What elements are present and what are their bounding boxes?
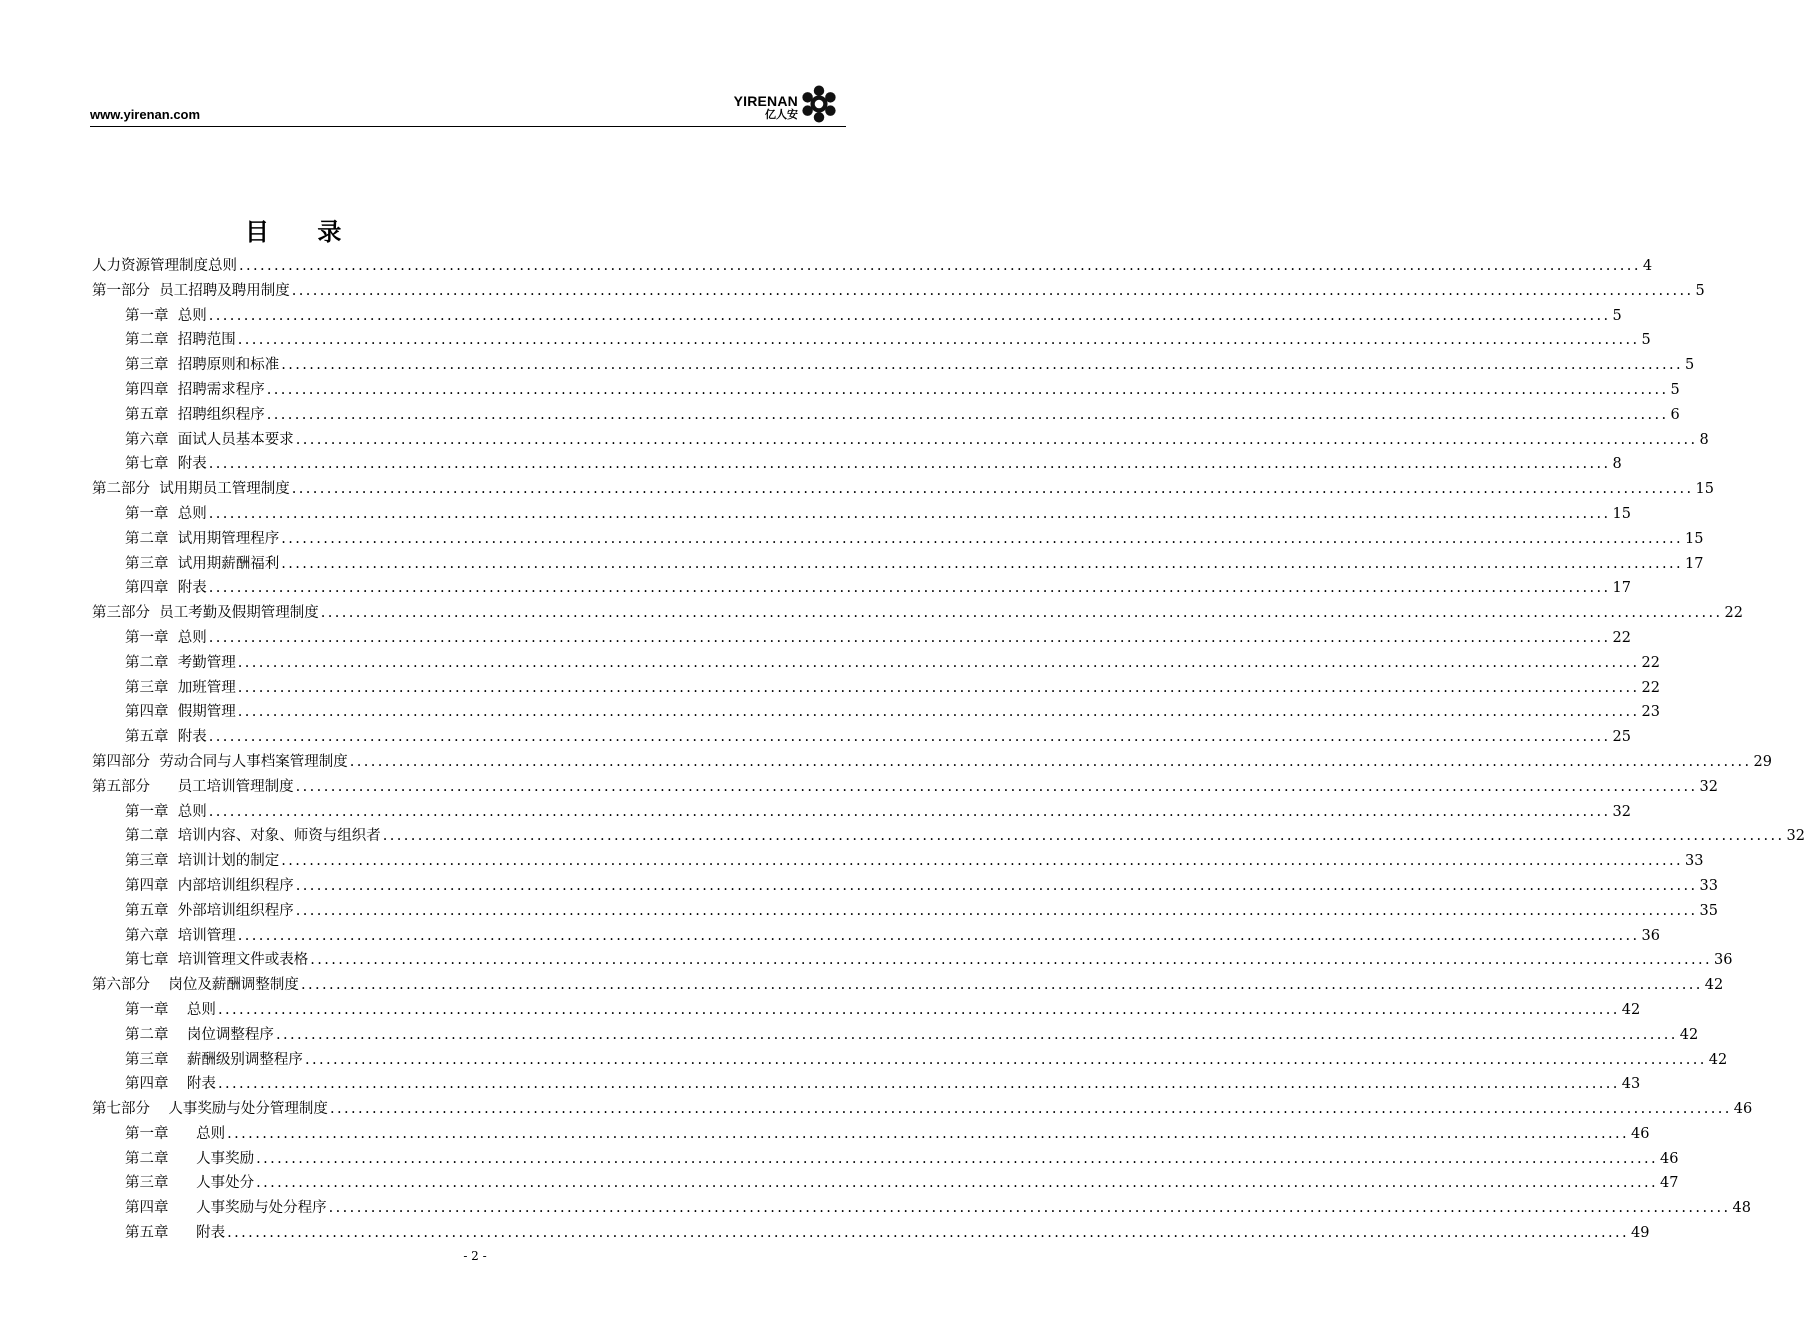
toc-chapter-entry[interactable] xyxy=(92,651,1660,676)
toc-part-entry[interactable] xyxy=(92,279,1705,304)
toc-entry-label: 第一章 总则 xyxy=(125,629,207,646)
toc-entry-page: 22 xyxy=(1641,654,1660,671)
toc-entry-page: 4 xyxy=(1642,258,1653,274)
toc-dot-leader: ........................................................................................................................................................................................................ xyxy=(281,530,1684,547)
brand-name xyxy=(734,94,798,122)
toc-entry-page: 43 xyxy=(1621,1076,1641,1093)
toc-entry-label: 第七部分 人事奖励与处分管理制度 xyxy=(92,1101,328,1118)
toc-entry-label: 第二章 岗位调整程序 xyxy=(125,1026,274,1043)
toc-part-entry[interactable] xyxy=(92,477,1714,502)
toc-part-entry[interactable] xyxy=(92,973,1724,998)
toc-entry-page: 17 xyxy=(1685,555,1704,572)
toc-entry-page: 5 xyxy=(1685,357,1695,374)
toc-entry-label: 第五章 附表 xyxy=(125,1225,226,1242)
site-url[interactable]: www.yirenan.com xyxy=(90,107,201,122)
toc-entry-label: 第五章 附表 xyxy=(125,729,207,746)
toc-entry-page: 5 xyxy=(1670,381,1680,398)
toc-entry-page: 15 xyxy=(1685,530,1704,547)
toc-part-entry[interactable] xyxy=(92,775,1718,800)
toc-chapter-entry[interactable] xyxy=(92,998,1641,1023)
toc-entry-page: 36 xyxy=(1641,927,1660,944)
table-of-contents xyxy=(92,254,1805,1246)
toc-entry-label: 第三章 试用期薪酬福利 xyxy=(125,555,280,572)
toc-chapter-entry[interactable] xyxy=(92,800,1631,825)
toc-chapter-entry[interactable] xyxy=(92,502,1631,527)
toc-dot-leader: ........................................................................................................................................................................................................ xyxy=(300,977,1703,994)
toc-chapter-entry[interactable] xyxy=(92,403,1680,428)
toc-entry-label: 第三章 薪酬级别调整程序 xyxy=(125,1051,303,1068)
toc-dot-leader: ........................................................................................................................................................................................................ xyxy=(295,902,1698,919)
toc-dot-leader: ........................................................................................................................................................................................................ xyxy=(237,704,1640,721)
toc-chapter-entry[interactable] xyxy=(92,1171,1679,1196)
toc-entry-label: 第六章 面试人员基本要求 xyxy=(125,431,294,448)
toc-chapter-entry[interactable] xyxy=(92,1048,1728,1073)
toc-dot-leader: ........................................................................................................................................................................................................ xyxy=(266,406,1669,423)
toc-entry-page: 23 xyxy=(1641,704,1660,721)
toc-chapter-entry[interactable] xyxy=(92,849,1704,874)
toc-dot-leader: ........................................................................................................................................................................................................ xyxy=(304,1051,1707,1068)
toc-dot-leader: ........................................................................................................................................................................................................ xyxy=(328,1200,1731,1217)
toc-dot-leader: ........................................................................................................................................................................................................ xyxy=(208,629,1611,646)
toc-entry-page: 48 xyxy=(1732,1200,1751,1217)
toc-entry-label: 第六章 培训管理 xyxy=(125,927,236,944)
toc-entry-page: 5 xyxy=(1695,282,1705,299)
toc-dot-leader: ........................................................................................................................................................................................................ xyxy=(382,828,1785,845)
toc-chapter-entry[interactable] xyxy=(92,899,1718,924)
toc-entry-label: 第一章 总则 xyxy=(125,505,207,522)
toc-entry-label: 人力资源管理制度总则 xyxy=(92,258,237,274)
toc-entry-page: 42 xyxy=(1704,977,1724,994)
toc-chapter-entry[interactable] xyxy=(92,304,1622,329)
toc-entry-page: 15 xyxy=(1612,505,1631,522)
toc-part-entry[interactable] xyxy=(92,1097,1753,1122)
toc-dot-leader: ........................................................................................................................................................................................................ xyxy=(237,332,1640,349)
toc-dot-leader: ........................................................................................................................................................................................................ xyxy=(237,679,1640,696)
toc-chapter-entry[interactable] xyxy=(92,378,1680,403)
toc-chapter-entry[interactable] xyxy=(92,428,1709,453)
toc-entry-label: 第三章 人事处分 xyxy=(125,1175,255,1192)
toc-entry-label: 第七章 附表 xyxy=(125,456,207,473)
toc-entry-label: 第二部分 试用期员工管理制度 xyxy=(92,481,290,498)
toc-chapter-entry[interactable] xyxy=(92,527,1704,552)
toc-entry-page: 33 xyxy=(1699,877,1718,894)
toc-dot-leader: ........................................................................................................................................................................................................ xyxy=(239,258,1641,274)
toc-entry-label: 第七章 培训管理文件或表格 xyxy=(125,952,309,969)
toc-entry-page: 47 xyxy=(1659,1175,1679,1192)
brand-name-en: YIRENAN xyxy=(733,93,798,109)
toc-dot-leader: ........................................................................................................................................................................................................ xyxy=(320,605,1723,622)
toc-chapter-entry[interactable] xyxy=(92,874,1718,899)
toc-entry-label: 第二章 试用期管理程序 xyxy=(125,530,280,547)
toc-entry-page: 35 xyxy=(1699,902,1718,919)
toc-entry-label: 第三章 加班管理 xyxy=(125,679,236,696)
toc-entry-page: 25 xyxy=(1612,729,1631,746)
toc-dot-leader: ........................................................................................................................................................................................................ xyxy=(291,282,1694,299)
toc-entry-label: 第四章 假期管理 xyxy=(125,704,236,721)
page-number: - 2 - xyxy=(463,1249,487,1263)
brand-name-cn: 亿人安 xyxy=(765,109,798,121)
toc-dot-leader: ........................................................................................................................................................................................................ xyxy=(227,1225,1629,1242)
toc-dot-leader: ........................................................................................................................................................................................................ xyxy=(237,654,1640,671)
toc-entry-page: 22 xyxy=(1641,679,1660,696)
toc-entry-label: 第五章 招聘组织程序 xyxy=(125,406,265,423)
toc-dot-leader: ........................................................................................................................................................................................................ xyxy=(295,431,1698,448)
toc-part-entry[interactable] xyxy=(92,254,1653,279)
toc-title: 目 录 xyxy=(245,217,362,246)
toc-entry-page: 5 xyxy=(1612,307,1622,324)
toc-chapter-entry[interactable] xyxy=(92,1122,1650,1147)
toc-dot-leader: ........................................................................................................................................................................................................ xyxy=(217,1001,1620,1018)
toc-entry-label: 第四章 招聘需求程序 xyxy=(125,381,265,398)
toc-chapter-entry[interactable] xyxy=(92,1072,1641,1097)
toc-entry-label: 第五部分 员工培训管理制度 xyxy=(92,778,294,795)
toc-chapter-entry[interactable] xyxy=(92,676,1660,701)
toc-entry-page: 33 xyxy=(1685,853,1704,870)
toc-dot-leader: ........................................................................................................................................................................................................ xyxy=(281,555,1684,572)
toc-entry-label: 第六部分 岗位及薪酬调整制度 xyxy=(92,977,299,994)
toc-entry-page: 8 xyxy=(1612,456,1622,473)
toc-chapter-entry[interactable] xyxy=(92,1147,1679,1172)
toc-chapter-entry[interactable] xyxy=(92,452,1622,477)
toc-entry-label: 第二章 培训内容、对象、师资与组织者 xyxy=(125,828,381,845)
toc-dot-leader: ........................................................................................................................................................................................................ xyxy=(208,803,1611,820)
toc-dot-leader: ........................................................................................................................................................................................................ xyxy=(256,1175,1658,1192)
toc-dot-leader: ........................................................................................................................................................................................................ xyxy=(329,1101,1732,1118)
toc-entry-page: 5 xyxy=(1641,332,1651,349)
toc-entry-page: 46 xyxy=(1659,1150,1679,1167)
toc-entry-label: 第四部分 劳动合同与人事档案管理制度 xyxy=(92,753,348,770)
toc-chapter-entry[interactable] xyxy=(92,626,1631,651)
toc-entry-page: 36 xyxy=(1714,952,1733,969)
toc-dot-leader: ........................................................................................................................................................................................................ xyxy=(266,381,1669,398)
toc-entry-page: 42 xyxy=(1679,1026,1699,1043)
toc-entry-label: 第一章 总则 xyxy=(125,803,207,820)
toc-chapter-entry[interactable] xyxy=(92,353,1695,378)
page-header xyxy=(90,80,846,127)
toc-entry-page: 49 xyxy=(1630,1225,1650,1242)
toc-entry-page: 32 xyxy=(1786,828,1805,845)
toc-chapter-entry[interactable] xyxy=(92,576,1631,601)
star-flower-logo-icon xyxy=(800,85,838,123)
toc-entry-label: 第四章 附表 xyxy=(125,580,207,597)
toc-dot-leader: ........................................................................................................................................................................................................ xyxy=(295,877,1698,894)
toc-chapter-entry[interactable] xyxy=(92,552,1704,577)
toc-entry-label: 第三章 培训计划的制定 xyxy=(125,853,280,870)
toc-dot-leader: ........................................................................................................................................................................................................ xyxy=(256,1150,1658,1167)
toc-dot-leader: ........................................................................................................................................................................................................ xyxy=(217,1076,1620,1093)
toc-part-entry[interactable] xyxy=(92,750,1772,775)
toc-entry-page: 42 xyxy=(1708,1051,1728,1068)
toc-entry-label: 第一章 总则 xyxy=(125,307,207,324)
toc-entry-page: 6 xyxy=(1670,406,1680,423)
toc-chapter-entry[interactable] xyxy=(92,1196,1751,1221)
toc-dot-leader: ........................................................................................................................................................................................................ xyxy=(310,952,1713,969)
toc-entry-label: 第二章 考勤管理 xyxy=(125,654,236,671)
toc-entry-page: 22 xyxy=(1724,605,1743,622)
toc-entry-page: 46 xyxy=(1630,1125,1650,1142)
toc-entry-page: 32 xyxy=(1612,803,1631,820)
toc-part-entry[interactable] xyxy=(92,601,1743,626)
toc-dot-leader: ........................................................................................................................................................................................................ xyxy=(208,580,1611,597)
toc-entry-label: 第一部分 员工招聘及聘用制度 xyxy=(92,282,290,299)
toc-entry-page: 17 xyxy=(1612,580,1631,597)
toc-chapter-entry[interactable] xyxy=(92,824,1805,849)
toc-dot-leader: ........................................................................................................................................................................................................ xyxy=(208,729,1611,746)
toc-chapter-entry[interactable] xyxy=(92,1023,1699,1048)
toc-dot-leader: ........................................................................................................................................................................................................ xyxy=(227,1125,1629,1142)
toc-dot-leader: ........................................................................................................................................................................................................ xyxy=(281,357,1684,374)
toc-entry-label: 第二章 招聘范围 xyxy=(125,332,236,349)
toc-entry-page: 46 xyxy=(1733,1101,1753,1118)
toc-entry-label: 第二章 人事奖励 xyxy=(125,1150,255,1167)
toc-chapter-entry[interactable] xyxy=(92,725,1631,750)
toc-entry-page: 32 xyxy=(1699,778,1718,795)
toc-entry-label: 第一章 总则 xyxy=(125,1125,226,1142)
toc-chapter-entry[interactable] xyxy=(92,328,1651,353)
toc-dot-leader: ........................................................................................................................................................................................................ xyxy=(349,753,1752,770)
toc-entry-label: 第三章 招聘原则和标准 xyxy=(125,357,280,374)
toc-dot-leader: ........................................................................................................................................................................................................ xyxy=(275,1026,1678,1043)
toc-dot-leader: ........................................................................................................................................................................................................ xyxy=(237,927,1640,944)
toc-chapter-entry[interactable] xyxy=(92,1221,1650,1246)
toc-chapter-entry[interactable] xyxy=(92,924,1660,949)
toc-entry-page: 42 xyxy=(1621,1001,1641,1018)
toc-dot-leader: ........................................................................................................................................................................................................ xyxy=(208,456,1611,473)
toc-dot-leader: ........................................................................................................................................................................................................ xyxy=(208,307,1611,324)
toc-dot-leader: ........................................................................................................................................................................................................ xyxy=(291,481,1694,498)
toc-entry-label: 第三部分 员工考勤及假期管理制度 xyxy=(92,605,319,622)
toc-dot-leader: ........................................................................................................................................................................................................ xyxy=(295,778,1698,795)
toc-entry-label: 第一章 总则 xyxy=(125,1001,216,1018)
toc-entry-page: 22 xyxy=(1612,629,1631,646)
toc-entry-label: 第四章 附表 xyxy=(125,1076,216,1093)
toc-entry-label: 第四章 人事奖励与处分程序 xyxy=(125,1200,327,1217)
toc-entry-page: 15 xyxy=(1695,481,1714,498)
toc-entry-page: 29 xyxy=(1753,753,1772,770)
toc-dot-leader: ........................................................................................................................................................................................................ xyxy=(208,505,1611,522)
toc-chapter-entry[interactable] xyxy=(92,700,1660,725)
toc-chapter-entry[interactable] xyxy=(92,948,1733,973)
toc-entry-label: 第四章 内部培训组织程序 xyxy=(125,877,294,894)
toc-entry-page: 8 xyxy=(1699,431,1709,448)
toc-entry-label: 第五章 外部培训组织程序 xyxy=(125,902,294,919)
toc-dot-leader: ........................................................................................................................................................................................................ xyxy=(281,853,1684,870)
